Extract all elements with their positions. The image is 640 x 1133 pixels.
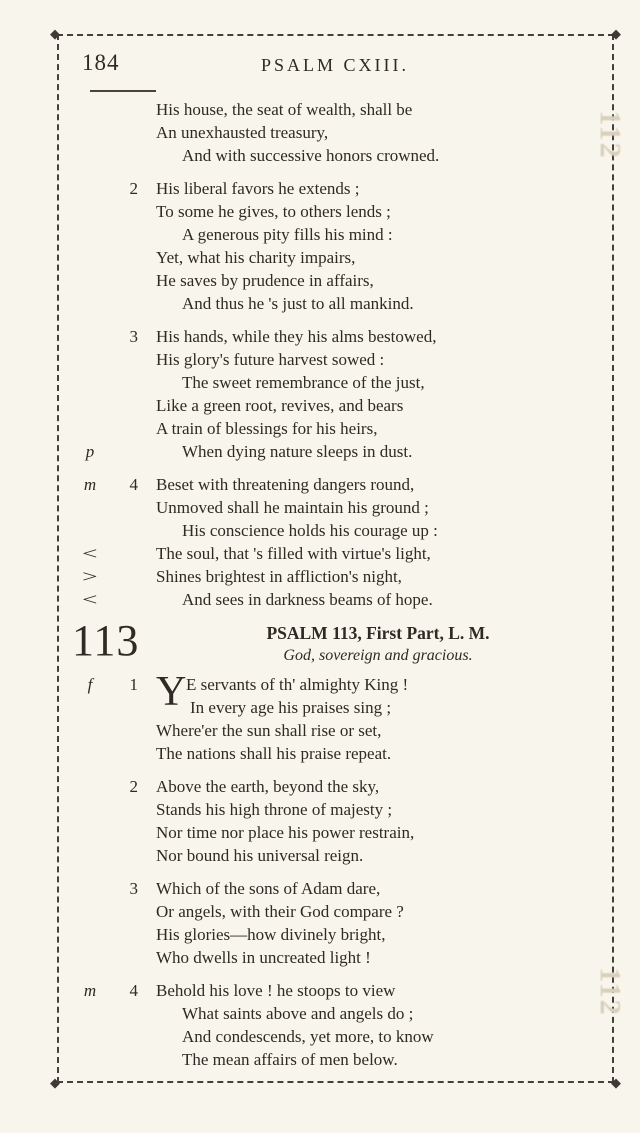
expression-mark: m [83, 475, 97, 494]
verse-line [70, 719, 600, 742]
verse-text: His hands, while they his alms bestowed, [156, 327, 437, 346]
verse-line [70, 696, 600, 719]
dropcap-letter: Y [156, 669, 187, 715]
verse-text: His house, the seat of wealth, shall be [156, 100, 413, 119]
verse-line [70, 946, 600, 969]
verse-text: He saves by prudence in affairs, [156, 271, 374, 290]
verse-text: What saints above and angels do ; [182, 1004, 414, 1023]
hairpin-glyph: > [82, 567, 98, 586]
verse-line [70, 371, 600, 394]
page-content [70, 48, 600, 1081]
verse-line [70, 496, 600, 519]
verse-text: Unmoved shall he maintain his ground ; [156, 498, 429, 517]
verse-line [70, 923, 600, 946]
verse-line [70, 877, 600, 900]
page-header [70, 48, 600, 98]
verse-text: Nor bound his universal reign. [156, 846, 364, 865]
verse-number: 3 [129, 327, 138, 346]
verse-text: Stands his high throne of majesty ; [156, 800, 393, 819]
stanza [70, 669, 600, 765]
verse-text: And sees in darkness beams of hope. [182, 590, 433, 609]
verse-line [70, 519, 600, 542]
verse-line [70, 417, 600, 440]
verse-line [70, 223, 600, 246]
verse-number: 2 [129, 179, 138, 198]
verse-line [70, 348, 600, 371]
verse-text: Behold his love ! he stoops to view [156, 981, 396, 1000]
verse-text: Shines brightest in affliction's night, [156, 567, 402, 586]
stanza [70, 979, 600, 1071]
verse-number: 1 [129, 675, 138, 694]
verse-text: Like a green root, revives, and bears [156, 396, 404, 415]
corner-diamond-icon: ◆ [611, 27, 621, 42]
psalm-number: 113 [72, 616, 140, 665]
psalm-113-heading [70, 616, 600, 665]
verse-line [70, 588, 600, 611]
verse-line [70, 979, 600, 1002]
verse-line [70, 844, 600, 867]
verse-line [70, 177, 600, 200]
verse-text: The soul, that 's filled with virtue's light, [156, 544, 431, 563]
verse-text: A train of blessings for his heirs, [156, 419, 378, 438]
verse-text: An unexhausted treasury, [156, 123, 329, 142]
verse-text: Where'er the sun shall rise or set, [156, 721, 382, 740]
verse-line [70, 292, 600, 315]
verse-text: And with successive honors crowned. [182, 146, 440, 165]
verse-text: Yet, what his charity impairs, [156, 248, 356, 267]
verse-line [70, 269, 600, 292]
psalm-113-title: PSALM 113, First Part, L. M. [266, 623, 490, 643]
verse-line [70, 775, 600, 798]
verse-text: Who dwells in uncreated light ! [156, 948, 371, 967]
verse-text: Beset with threatening dangers round, [156, 475, 415, 494]
verse-text: When dying nature sleeps in dust. [182, 442, 413, 461]
verse-line [70, 98, 600, 121]
page-number: 184 [82, 50, 120, 75]
expression-mark: p [85, 442, 95, 461]
hairpin-dynamic-mark [70, 565, 110, 588]
verse-text: And condescends, yet more, to know [182, 1027, 434, 1046]
page-number-rule [90, 90, 156, 92]
corner-diamond-icon: ◆ [50, 27, 60, 42]
verse-text: His liberal favors he extends ; [156, 179, 360, 198]
verse-line [70, 900, 600, 923]
verse-number: 3 [129, 879, 138, 898]
hairpin-glyph: < [82, 590, 98, 609]
verse-text: In every age his praises sing ; [190, 698, 392, 717]
verse-line [70, 821, 600, 844]
hairpin-dynamic-mark [70, 542, 110, 565]
verse-line [70, 325, 600, 348]
verse-line [70, 1025, 600, 1048]
stanza [70, 877, 600, 969]
hairpin-dynamic-mark [70, 588, 110, 611]
verse-line [70, 1002, 600, 1025]
verse-line [70, 440, 600, 463]
psalm-heading-text [156, 623, 600, 665]
verse-text: The sweet remembrance of the just, [182, 373, 425, 392]
expression-mark: f [87, 675, 93, 694]
verse-line [70, 144, 600, 167]
stanza [70, 98, 600, 167]
verse-line [70, 473, 600, 496]
verse-text: His glories—how divinely bright, [156, 925, 386, 944]
verse-text: To some he gives, to others lends ; [156, 202, 391, 221]
verse-text: The mean affairs of men below. [182, 1050, 398, 1069]
stanza [70, 775, 600, 867]
verse-line [70, 542, 600, 565]
verse-text: Which of the sons of Adam dare, [156, 879, 381, 898]
running-title: PSALM CXIII. [260, 55, 409, 75]
psalm-cxiii-stanzas [70, 98, 600, 611]
stanza [70, 473, 600, 611]
stanza [70, 325, 600, 463]
verse-line [70, 1048, 600, 1071]
verse-text: Nor time nor place his power restrain, [156, 823, 415, 842]
corner-diamond-icon: ◆ [50, 1076, 60, 1091]
corner-diamond-icon: ◆ [611, 1076, 621, 1091]
verse-text: Or angels, with their God compare ? [156, 902, 404, 921]
stanza [70, 177, 600, 315]
verse-text: The nations shall his praise repeat. [156, 744, 392, 763]
psalm-113-subtitle: God, sovereign and gracious. [283, 647, 473, 664]
psalm-113-stanzas [70, 669, 600, 1071]
verse-line [70, 798, 600, 821]
verse-text: His glory's future harvest sowed : [156, 350, 385, 369]
verse-line [70, 565, 600, 588]
verse-text: Above the earth, beyond the sky, [156, 777, 380, 796]
bleedthrough-text: 112 [593, 967, 627, 1017]
verse-line [70, 673, 600, 696]
verse-text: E servants of th' almighty King ! [186, 675, 409, 694]
verse-number: 4 [129, 475, 138, 494]
verse-number: 2 [129, 777, 138, 796]
verse-text: A generous pity fills his mind : [182, 225, 393, 244]
verse-line [70, 246, 600, 269]
verse-line [70, 394, 600, 417]
bleedthrough-text: 112 [593, 110, 627, 160]
verse-line [70, 200, 600, 223]
verse-text: His conscience holds his courage up : [182, 521, 438, 540]
verse-text: And thus he 's just to all mankind. [182, 294, 414, 313]
verse-number: 4 [129, 981, 138, 1000]
verse-line [70, 742, 600, 765]
hairpin-glyph: < [82, 544, 98, 563]
expression-mark: m [83, 981, 97, 1000]
verse-line [70, 121, 600, 144]
